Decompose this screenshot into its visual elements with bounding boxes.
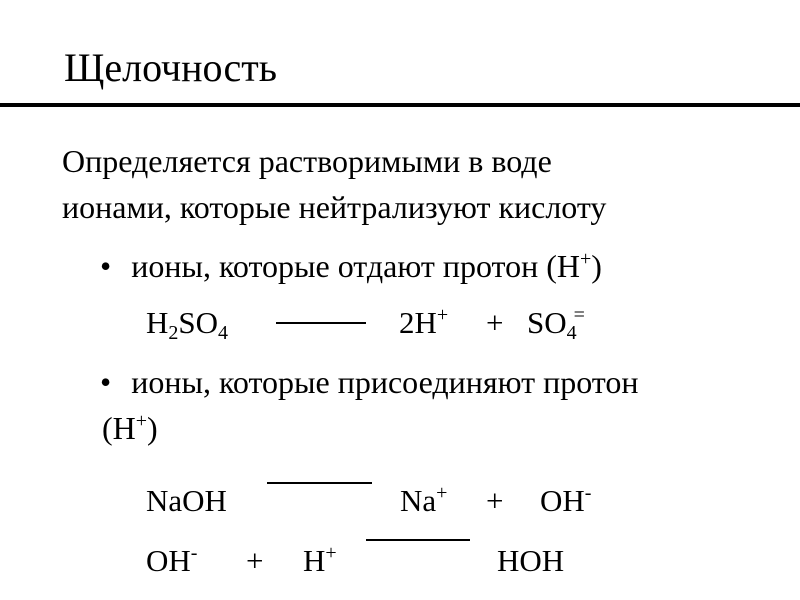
bullet-first-text: ионы, которые отдают протон (H: [131, 248, 580, 284]
bullet-second: [100, 363, 638, 401]
neutralization-reactant-1: OH-: [146, 542, 198, 578]
definition-line-2: ионами, которые нейтрализуют кислоту: [62, 189, 607, 225]
neutralization-plus-sign: +: [246, 543, 264, 578]
acid-plus-sign: +: [486, 305, 504, 340]
bullet-symbol: •: [100, 248, 112, 284]
base-product-2: OH-: [540, 482, 592, 518]
base-reaction-arrow: [267, 482, 372, 484]
acid-reaction-arrow: [276, 322, 366, 324]
base-plus-sign: +: [486, 483, 504, 518]
acid-reactant: $H_2SO_4$: [146, 305, 229, 344]
definition-line-1: Определяется растворимыми в воде: [62, 143, 552, 179]
base-product-1: Na+: [400, 482, 448, 518]
acid-product-2: $SO_4^=$: [527, 304, 585, 344]
slide-title: Щелочность: [64, 45, 278, 90]
neutralization-reaction-arrow: [366, 539, 470, 541]
bullet-second-text: ионы, которые присоединяют протон: [131, 364, 639, 400]
bullet-second-proton: (H+): [102, 410, 158, 446]
base-reactant: NaOH: [146, 483, 227, 518]
title-divider: [0, 103, 800, 107]
neutralization-reactant-2: H+: [303, 542, 337, 578]
proton-charge: +: [579, 248, 592, 270]
bullet-first: [100, 247, 602, 285]
neutralization-product: HOH: [497, 543, 565, 578]
acid-product-1: 2H+: [399, 304, 449, 340]
bullet-symbol: •: [100, 364, 112, 400]
bullet-first-close: ): [591, 248, 602, 284]
